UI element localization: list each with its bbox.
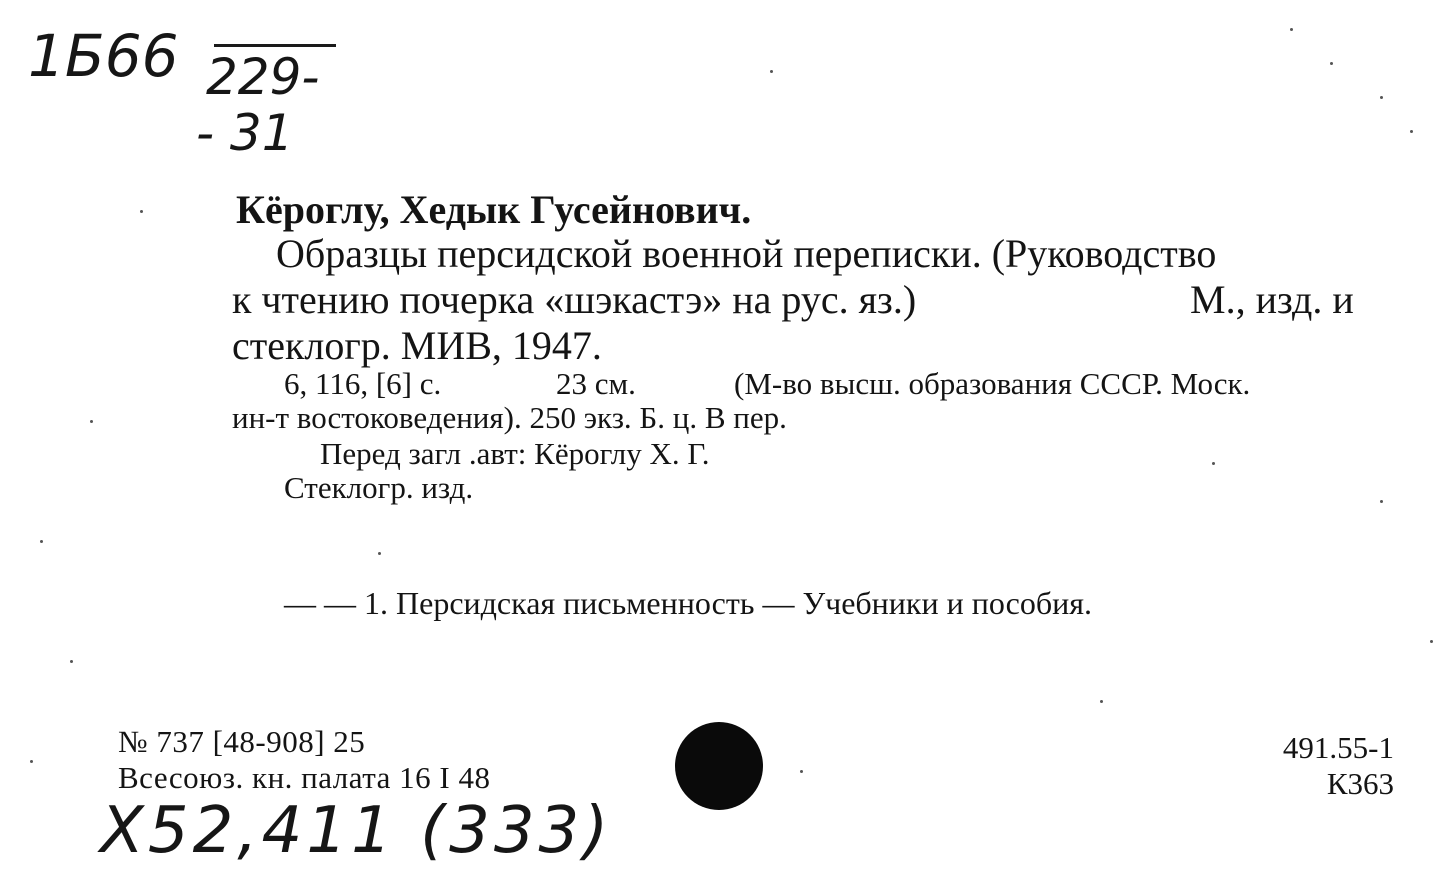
udc-classification: 491.55-1 <box>1282 730 1394 765</box>
author-heading: Кёроглу, Хедык Гусейнович. <box>236 187 752 232</box>
handwritten-fraction-bottom: - 31 <box>196 104 294 162</box>
title-line-2: к чтению почерка «шэкастэ» на рус. яз.) <box>232 277 917 322</box>
handwritten-fraction-top: 229- <box>206 48 320 106</box>
collation-pages: 6, 116, [6] с. <box>284 366 442 401</box>
registry-number: № 737 [48-908] 25 <box>118 724 366 759</box>
collation-size: 23 см. <box>556 366 636 401</box>
handwritten-shelf-mark: 1Б66 <box>28 22 179 90</box>
title-line-1: Образцы персидской военной переписки. (Руководство <box>276 231 1217 276</box>
author-mark: К363 <box>1326 766 1394 801</box>
punch-hole <box>675 722 763 810</box>
title-line-3: стеклогр. МИВ, 1947. <box>232 323 602 368</box>
title-line-2-imprint: М., изд. и <box>1190 277 1354 322</box>
subject-heading: — — 1. Персидская письменность — Учебники и пособия. <box>284 585 1092 621</box>
fraction-bar <box>214 44 336 47</box>
collation-series: (М-во высш. образования СССР. Моск. <box>734 366 1251 401</box>
note-publication: Стеклогр. изд. <box>284 470 474 505</box>
handwritten-bottom-note: X52,411 (333) <box>100 794 613 868</box>
book-chamber-line: Всесоюз. кн. палата 16 I 48 <box>118 760 491 795</box>
note-author-statement: Перед загл .авт: Кёроглу Х. Г. <box>320 436 710 471</box>
collation-line-2: ин-т востоковедения). 250 экз. Б. ц. В пер. <box>232 400 787 435</box>
